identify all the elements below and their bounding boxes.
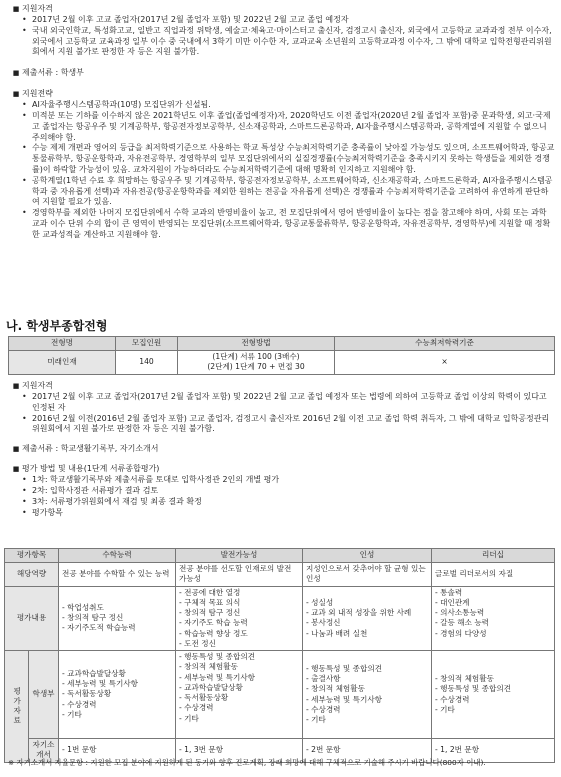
row-essay-label: 자기소개서 [29,739,59,763]
list-item: - 행동특성 및 종합의견 [435,684,551,694]
eval-item: • 평가항목 [22,507,63,517]
qual-item: • 2017년 2월 이후 고교 졸업자(2017년 2월 졸업자 포함) 및 2022년 2월 고교 졸업 예정자 [22,15,349,24]
list-item: - 창의적 체험활동 [435,674,551,684]
list-item: - 세부능력 및 특기사항 [179,673,299,683]
cell-name: 미래인재 [9,351,116,375]
th-character: 인성 [303,549,432,563]
data-group-label: 평가자료 [5,651,29,763]
content-cell [303,586,432,651]
list-item: - 학습능력 향상 정도 [179,629,299,639]
list-item: - 대인관계 [435,598,551,608]
list-item: - 학업성취도 [62,603,172,613]
th-academic: 수학능력 [59,549,176,563]
list-item: - 통솔력 [435,588,551,598]
cell-min: × [335,351,555,375]
strategy-item: • AI자율주행시스템공학과(10명) 모집단위가 신설됨. [22,100,211,110]
def-cell: 전공 분야를 선도할 인재로의 발전 가능성 [176,563,303,587]
row-def-label: 해당역량 [5,563,59,587]
list-item: - 수상경력 [435,695,551,705]
list-item: - 창의적 탐구 정신 [179,608,299,618]
essay-cell: - 2번 문항 [303,739,432,763]
list-item: - 의사소통능력 [435,608,551,618]
evaluation-table [4,548,555,763]
qual-item: • 국내 외국인학교, 특성화고교, 일반고 직업과정 위탁생, 예술고·체육고·마이스터고 출신자, 검정고시 출신자, 외국에서 고등학교 교과과정 전부 이수자, 외국에서 고등학교 교육과정 일부 이수 중 국내에서 3학기 미만 이수한 자, 교과교육 소년원의 고등학교과정 이수자, 그 밖에 대학교 입학전형관리위원회에서 지원 불가로 판정한 자 등은 지원 불가함. [22,25,552,57]
list-item: - 수상경력 [62,700,172,710]
student-cell [59,651,176,739]
essay-cell: - 1, 2번 문항 [432,739,555,763]
eval-item: • 2차: 입학사정관 서류평가 결과 검토 [22,485,159,495]
footnote: ※ 자기소개서 자율문항 : 지원한 모집 분야에 지원하게 된 동기와 향후 진로계획, 장래 희망에 대해 구체적으로 기술해 주시기 바랍니다(800자 이내). [8,758,486,767]
list-item: - 기타 [435,705,551,715]
list-item: - 경험의 다양성 [435,629,551,639]
student-cell [303,651,432,739]
qual-heading-2: ■ 지원자격 [12,381,53,390]
mid-section [10,381,555,518]
th-name: 전형명 [9,337,116,351]
list-item: - 기타 [62,710,172,720]
list-item: - 세부능력 및 특기사항 [306,695,428,705]
method-step2: (2단계) 1단계 70 + 면접 30 [207,362,305,372]
content-cell [59,586,176,651]
essay-cell: - 1번 문항 [59,739,176,763]
docs-line-2: ■ 제출서류 : 학교생활기록부, 자기소개서 [12,444,159,454]
list-item: - 전공에 대한 열정 [179,588,299,598]
qual-item-2: • 2016년 2월 이전(2016년 2월 졸업자 포함) 고교 졸업자, 검정고시 출신자로 2016년 2월 이전 고교 졸업 학력 취득자, 그 밖에 대학교 입학공정관리위원회에서 지원 불가로 판정한 자 등은 지원 불가함. [22,413,550,434]
section-title: 나. 학생부종합전형 [6,319,108,333]
list-item: - 수상경력 [179,703,299,713]
content-cell [432,586,555,651]
list-item: - 행동특성 및 종합의견 [306,664,428,674]
strategy-item: • 경영학부를 제외한 나머지 모집단위에서 수학 교과의 반영비율이 높고, 전 모집단위에서 영어 반영비율이 높다는 점을 참고해야 하며, 사회 또는 과학 교과 이수 단위 수의 합이 큰 영역이 반영되는 모집단위(소프트웨어학과, 항공교통물류학부, 항공운항학과, 자유전공학부, 경영학부)에 지원할 때 정확한 교과성적을 계산하고 지원해야 함. [22,208,551,239]
list-item: - 교과학습발달상황 [179,683,299,693]
list-item: - 수상경력 [306,705,428,715]
strategy-item: • 수능 제제 개편과 영어의 등급을 최저학력기준으로 사용하는 학교 특성상 수능최저학력기준 충족률이 낮아질 가능성도 있으며, 소프트웨어학과, 항공교통물류학부, 항공운항학과, 자유전공학부, 경영학부의 일부 모집단위에서의 실질경쟁률(수능최저학력기준을 충족시키지 못하는 학생들을 제외한 경쟁률)이 하락할 가능성이 있음. 교차지원이 가능하더라도 수능최저학력기준에 대해 명확히 인지하고 지원해야 함. [22,143,555,174]
top-section [10,4,555,241]
table2-wrap [4,548,555,763]
strategy-heading: ■ 지원전략 [12,89,53,99]
list-item: - 출결사항 [306,674,428,684]
th-method: 전형방법 [178,337,335,351]
eval-item: • 3차: 서류평가위원회에서 재검 및 최종 결과 확정 [22,496,202,506]
list-item: - 창의적 체험활동 [306,684,428,694]
eval-item: • 1차: 학교생활기록부와 제출서류를 토대로 입학사정관 2인의 개별 평가 [22,475,280,485]
qual-heading: ■ 지원자격 [12,4,53,13]
list-item: - 창의적 체험활동 [179,662,299,672]
list-item: - 기타 [179,714,299,724]
list-item: - 갈등 해소 능력 [435,618,551,628]
cell-count: 140 [116,351,178,375]
admission-table [8,336,555,375]
def-cell: 글로벌 리더로서의 자질 [432,563,555,587]
list-item: - 교과 외 내적 성장을 위한 사례 [306,608,428,618]
student-cell [176,651,303,739]
th-min: 수능최저학력기준 [335,337,555,351]
list-item: - 독서활동상황 [179,693,299,703]
def-cell: 지성인으로서 갖추어야 할 균형 있는 인성 [303,563,432,587]
row-content-label: 평가내용 [5,586,59,651]
th-potential: 발전가능성 [176,549,303,563]
qual-item-2: • 2017년 2월 이후 고교 졸업자(2017년 2월 졸업자 포함) 및 2022년 2월 고교 졸업 예정자 또는 법령에 의하여 고등학교 졸업 이상의 학력이 있다고 인정된 자 [22,392,547,412]
list-item: - 교과학습발달상황 [62,669,172,679]
strategy-item: • 미적분 또는 기하를 이수하지 않은 2021학년도 이후 졸업(졸업예정자)자, 2020학년도 이전 졸업자(2020년 2월 졸업자 포함)중 문과학생, 외고·국제고 졸업자는 항공우주 및 기계공학부, 항공전자정보공학부, 신소재공학과, 스마트드론공학과, AI자율주행시스템공학과, 공학계열에 지원할 수 없으니 주의해야 함. [22,110,551,142]
list-item: - 세부능력 및 특기사항 [62,679,172,689]
student-cell [432,651,555,739]
list-item: - 독서활동상황 [62,689,172,699]
docs-line: ■ 제출서류 : 학생부 [12,68,84,78]
strategy-item: • 공학계열(1학년 수료 후 희망하는 항공우주 및 기계공학부, 항공전자정보공학부, 소프트웨어학과, 신소재공학과, 스마트드론학과, AI자율주행시스템공학과 중 자유롭게 선택)과 자유전공(항공운항학과를 제외한 원하는 전공을 자유롭게 선택)은 경쟁률과 수능최저학력기준을 고려하여 유연하게 판단하여 지원할 필요가 있음. [22,175,553,207]
essay-cell: - 1, 3번 문항 [176,739,303,763]
list-item: - 구체적 목표 의식 [179,598,299,608]
row-student-label: 학생부 [29,651,59,739]
list-item: - 나눔과 배려 실천 [306,629,428,639]
list-item: - 기타 [306,715,428,725]
list-item: - 자기주도적 학습능력 [62,623,172,633]
def-cell: 전공 분야를 수학할 수 있는 능력 [59,563,176,587]
cell-method [178,351,335,375]
table1-wrap [8,336,555,375]
list-item: - 도전 정신 [179,639,299,649]
method-step1: (1단계) 서류 100 (3배수) [212,352,300,361]
list-item: - 창의적 탐구 정신 [62,613,172,623]
th-item: 평가항목 [5,549,59,563]
list-item: - 행동특성 및 종합의견 [179,652,299,662]
eval-heading: ■ 평가 방법 및 내용(1단계 서류종합평가) [12,464,160,474]
th-leadership: 리더십 [432,549,555,563]
content-cell [176,586,303,651]
list-item: - 성실성 [306,598,428,608]
th-count: 모집인원 [116,337,178,351]
list-item: - 봉사정신 [306,618,428,628]
list-item: - 자기주도 학습 능력 [179,618,299,628]
